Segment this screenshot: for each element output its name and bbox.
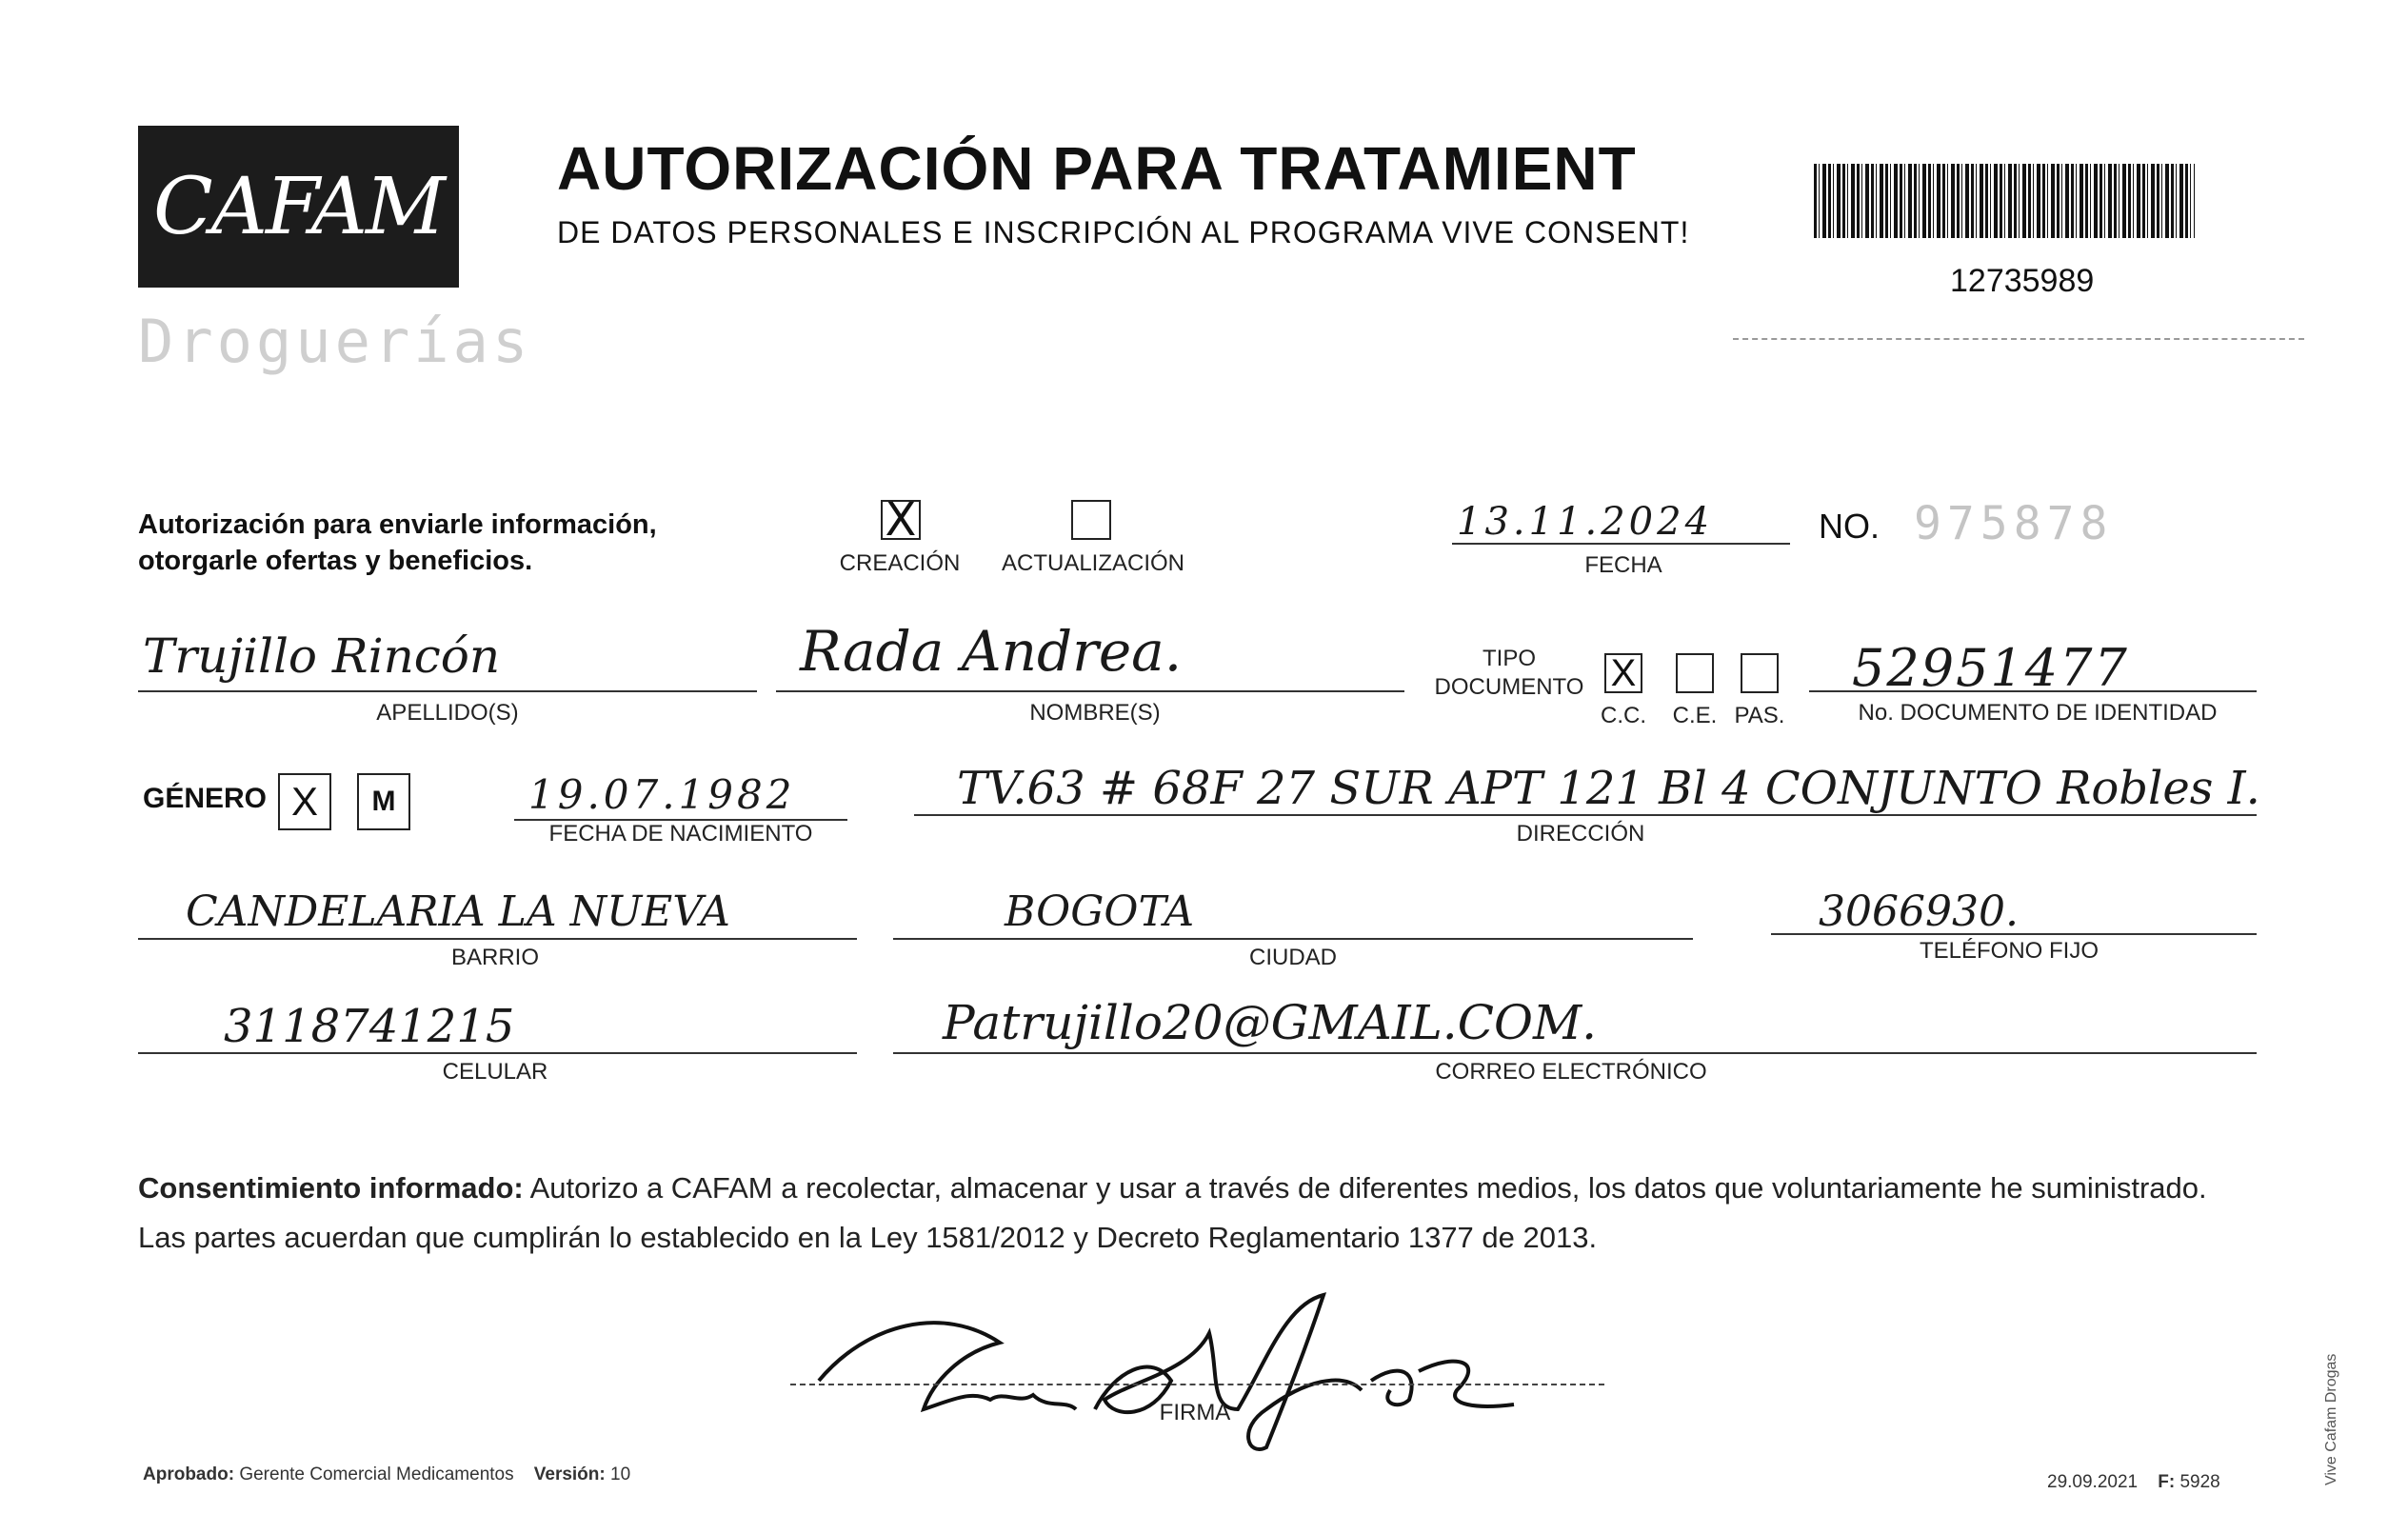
signature-drawing (790, 1266, 1571, 1457)
logo-text: CAFAM (153, 161, 444, 252)
cc-label: C.C. (1601, 703, 1646, 728)
nombres-line (776, 690, 1404, 692)
consent-bold: Consentimiento informado: (138, 1171, 524, 1205)
barrio-value: CANDELARIA LA NUEVA (186, 887, 730, 936)
dashed-divider (1733, 338, 2304, 340)
email-value: Patrujillo20@GMAIL.COM. (943, 995, 1598, 1050)
email-line (893, 1052, 2257, 1054)
cc-mark: X (1610, 652, 1637, 694)
consent-line-2: Las partes acuerdan que cumplirán lo establecido en la Ley 1581/2012 y Decreto Reglamentario 1377 de 2013. (138, 1221, 1598, 1254)
form-label: F: (2158, 1472, 2176, 1492)
actualizacion-label: ACTUALIZACIÓN (1001, 550, 1185, 576)
fecha-line (1452, 543, 1790, 545)
genero-label: GÉNERO (143, 783, 268, 814)
tipo-label: TIPO (1482, 646, 1536, 671)
celular-line (138, 1052, 857, 1054)
cafam-logo (138, 126, 459, 288)
doc-number-line (1809, 690, 2257, 692)
pas-label: PAS. (1734, 703, 1785, 728)
side-text: Vive Cafam Drogas (2323, 1353, 2339, 1485)
barcode-number: 12735989 (1950, 263, 2095, 299)
no-value: 975878 (1914, 497, 2114, 550)
aprobado-label: Aprobado: (143, 1464, 235, 1484)
nombres-label: NOMBRE(S) (1029, 700, 1161, 726)
intro-line-2: otorgarle ofertas y beneficios. (138, 546, 533, 576)
form-value: 5928 (2179, 1472, 2220, 1492)
ce-checkbox[interactable] (1676, 653, 1714, 693)
genero-f-mark: X (290, 779, 318, 824)
doc-number-value: 52951477 (1852, 638, 2129, 698)
creacion-checkbox[interactable] (881, 493, 921, 547)
intro-line-1: Autorización para enviarle información, (138, 509, 657, 540)
consent-line-1 (138, 1171, 2207, 1205)
creacion-mark: X (885, 493, 917, 547)
birth-label: FECHA DE NACIMIENTO (548, 821, 813, 847)
address-label: DIRECCIÓN (1516, 821, 1645, 847)
genero-m-label: M (371, 786, 396, 817)
page-subtitle: DE DATOS PERSONALES E INSCRIPCIÓN AL PROGRAMA VIVE CONSENT! (557, 215, 1690, 249)
ciudad-label: CIUDAD (1248, 945, 1337, 970)
genero-m-box[interactable] (357, 773, 410, 830)
actualizacion-checkbox[interactable] (1071, 500, 1111, 540)
aprobado-value: Gerente Comercial Medicamentos (239, 1464, 514, 1484)
apellidos-value: Trujillo Rincón (143, 628, 501, 684)
address-line (914, 814, 2257, 816)
barcode (1814, 164, 2195, 238)
footer-aprobado (143, 1464, 630, 1485)
barrio-label: BARRIO (450, 945, 539, 970)
creacion-label: CREACIÓN (839, 550, 961, 576)
ce-label: C.E. (1672, 703, 1718, 728)
signature-line (790, 1384, 1604, 1385)
ciudad-value: BOGOTA (1005, 887, 1195, 936)
apellidos-line (138, 690, 757, 692)
doc-number-label: No. DOCUMENTO DE IDENTIDAD (1858, 700, 2218, 726)
telefono-value: 3066930. (1819, 887, 2019, 936)
version-label: Versión: (533, 1464, 606, 1484)
celular-value: 3118741215 (224, 1000, 515, 1053)
page-title: AUTORIZACIÓN PARA TRATAMIENT (557, 134, 1637, 203)
cc-checkbox[interactable] (1604, 653, 1642, 693)
apellidos-label: APELLIDO(S) (376, 700, 519, 726)
logo-subtitle: Droguerías (138, 307, 532, 376)
birth-value: 19.07.1982 (528, 771, 796, 818)
telefono-line (1771, 933, 2257, 935)
email-label: CORREO ELECTRÓNICO (1435, 1059, 1707, 1085)
celular-label: CELULAR (442, 1059, 548, 1085)
ciudad-line (893, 938, 1693, 940)
firma-label: FIRMA (1159, 1400, 1231, 1425)
fecha-label: FECHA (1584, 552, 1662, 578)
pas-checkbox[interactable] (1741, 653, 1779, 693)
footer-date (2047, 1472, 2220, 1493)
footer-date-value: 29.09.2021 (2047, 1472, 2139, 1492)
fecha-value: 13.11.2024 (1457, 500, 1714, 544)
version-value: 10 (610, 1464, 631, 1484)
barrio-line (138, 938, 857, 940)
nombres-value: Rada Andrea. (800, 619, 1183, 684)
address-value: TV.63 # 68F 27 SUR APT 121 Bl 4 CONJUNTO Robles I. (957, 762, 2260, 815)
consent-text-1: Autorizo a CAFAM a recolectar, almacenar y usar a través de diferentes medios, los datos que voluntariamente he suministrado. (523, 1171, 2207, 1205)
documento-label: DOCUMENTO (1434, 674, 1584, 700)
genero-f-checkbox[interactable] (278, 773, 331, 830)
no-label: NO. (1819, 507, 1881, 546)
telefono-label: TELÉFONO FIJO (1919, 938, 2099, 964)
